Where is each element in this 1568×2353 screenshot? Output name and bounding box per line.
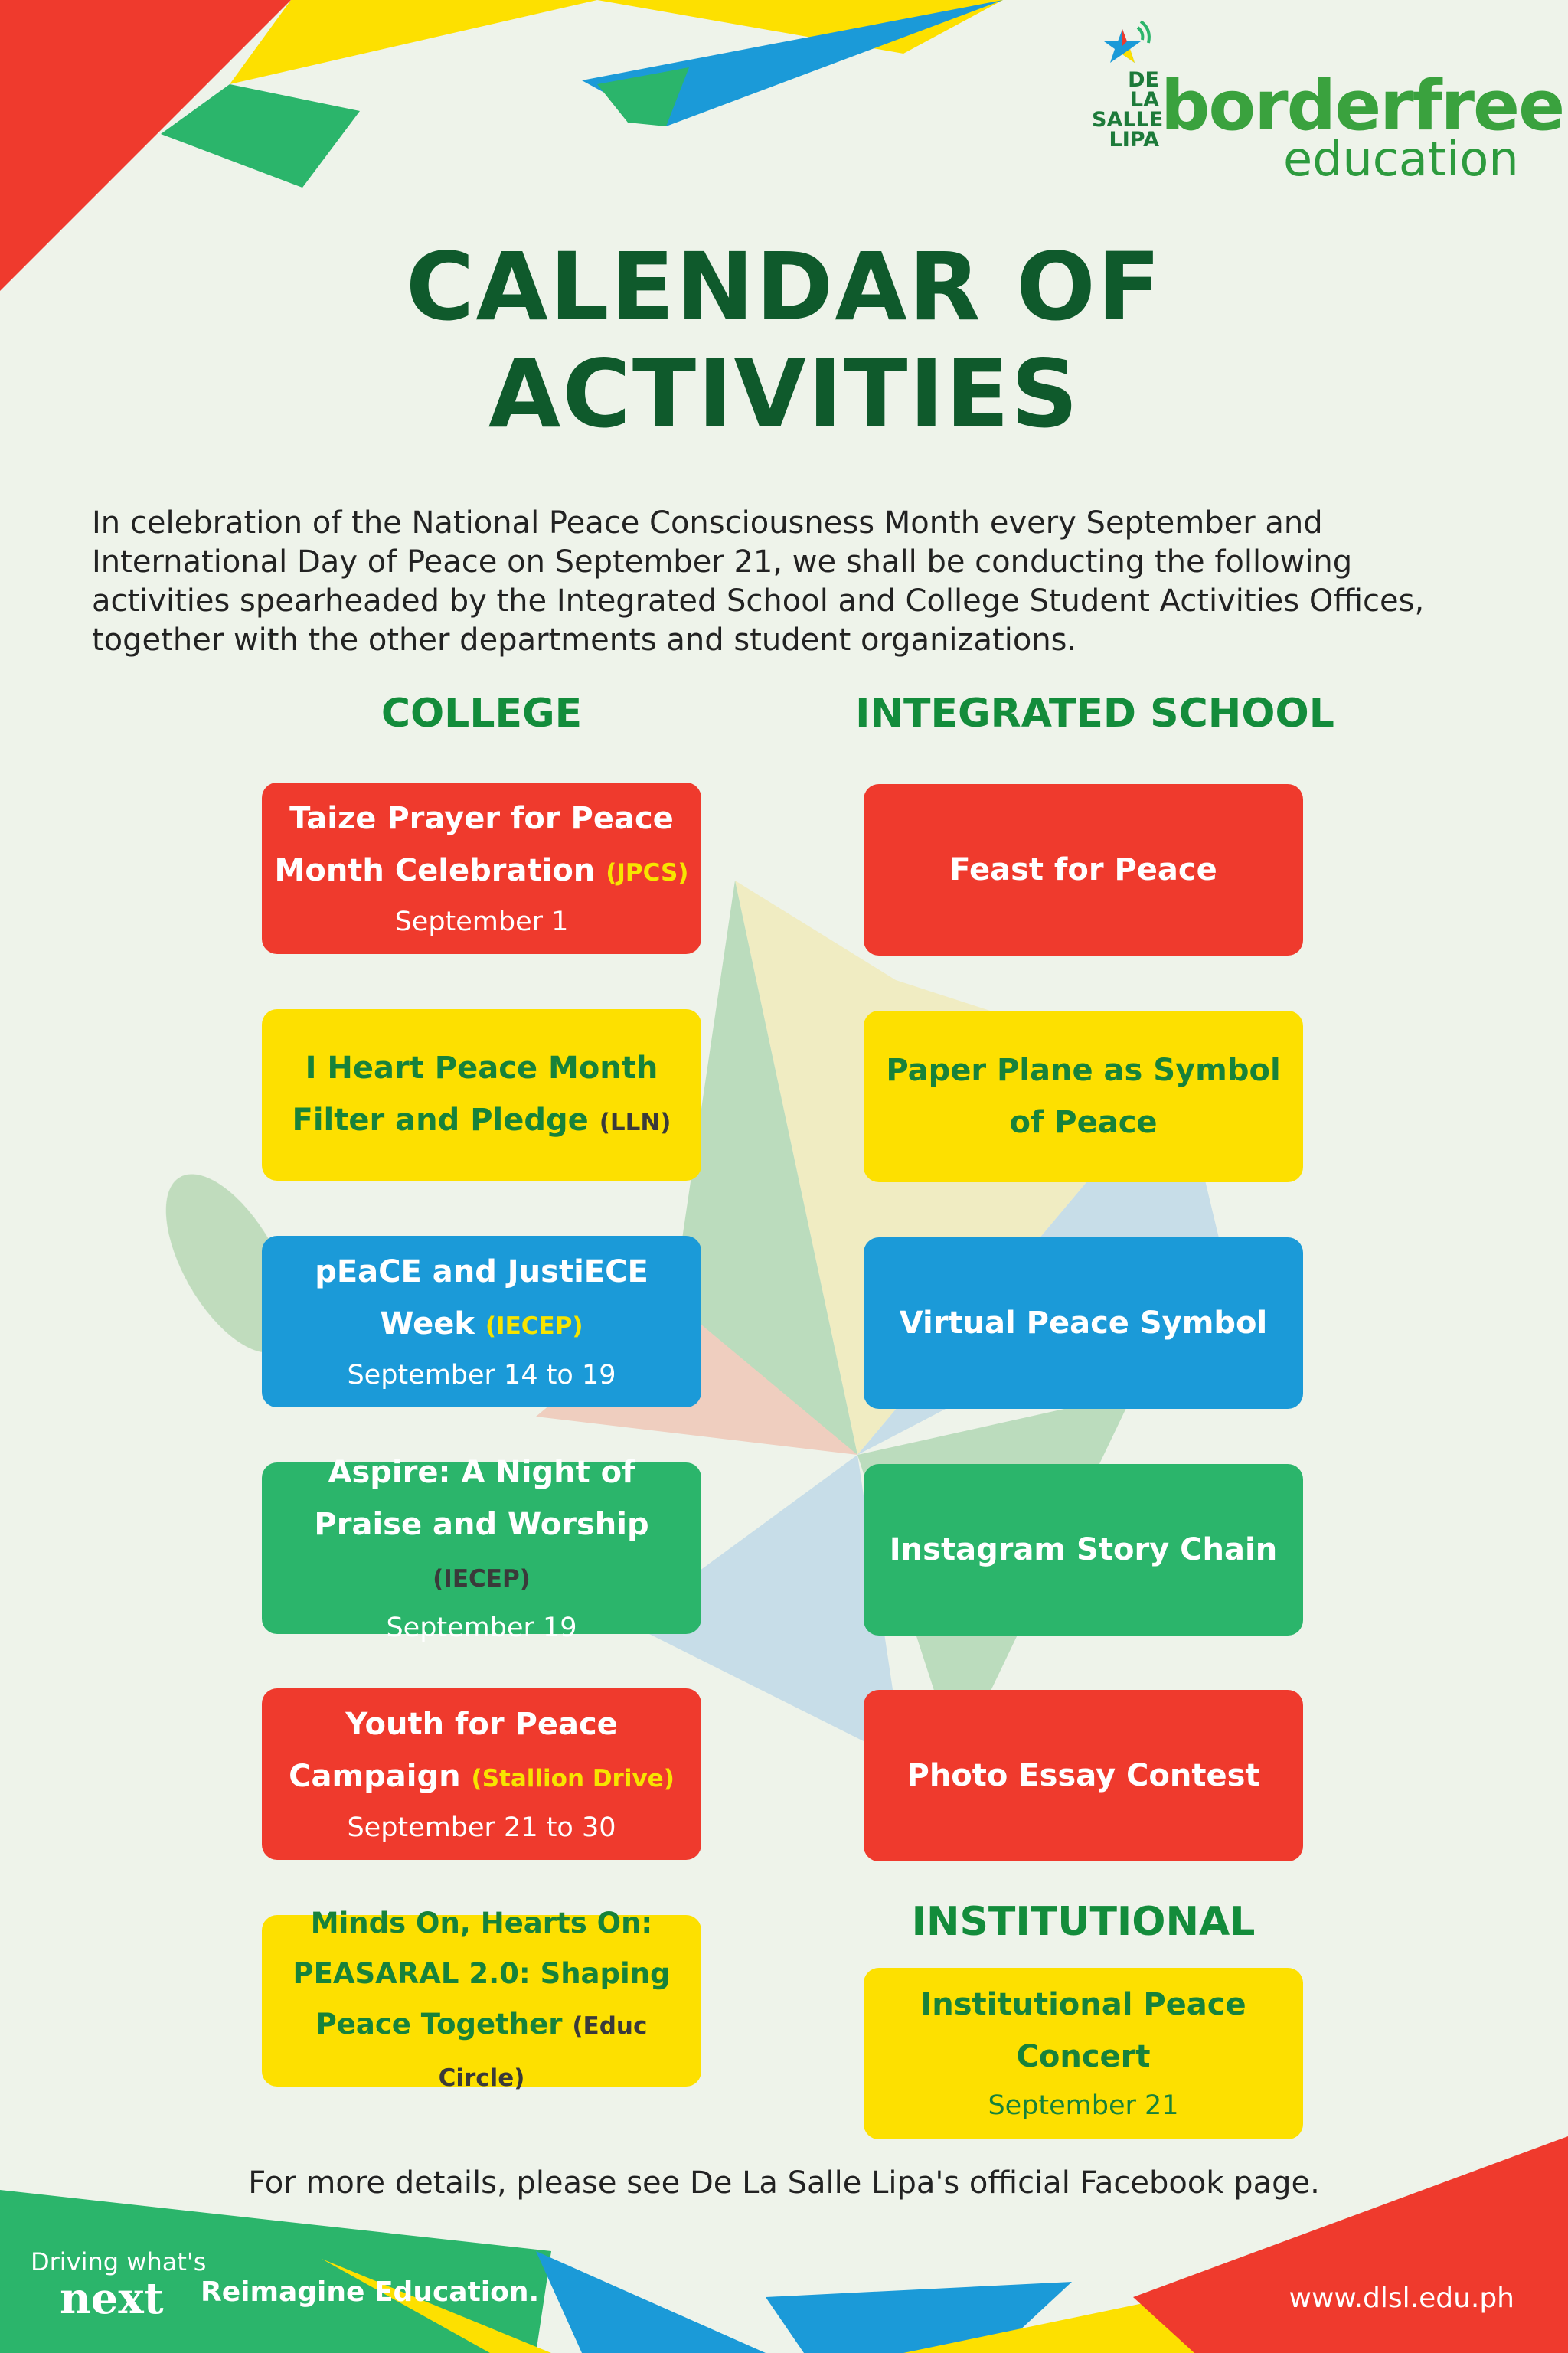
activity-title: Feast for Peace xyxy=(949,852,1217,887)
organizer-tag: (Stallion Drive) xyxy=(471,1764,675,1793)
activity-title: pEaCE and JustiECE Week (IECEP) xyxy=(315,1253,648,1342)
activity-title: Instagram Story Chain xyxy=(889,1532,1278,1567)
organizer-tag: (JPCS) xyxy=(606,858,689,887)
integrated-activity-card xyxy=(864,784,1303,956)
college-activity-card xyxy=(262,1236,701,1407)
title-line-2: ACTIVITIES xyxy=(488,340,1080,449)
website-link[interactable]: www.dlsl.edu.ph xyxy=(1289,2283,1514,2314)
institutional-activity-card xyxy=(864,1968,1303,2139)
college-activity-card xyxy=(262,1454,701,1643)
page-title xyxy=(0,234,1568,448)
slogan: Reimagine Education. xyxy=(201,2276,540,2308)
integrated-school-heading: INTEGRATED SCHOOL xyxy=(855,691,1334,737)
organizer-tag: (LLN) xyxy=(599,1108,671,1136)
college-activity-card xyxy=(262,1907,701,2092)
activity-title: I Heart Peace Month Filter and Pledge (LLN) xyxy=(292,1050,671,1138)
activity-title: Photo Essay Contest xyxy=(906,1758,1260,1793)
organizer-tag: (IECEP) xyxy=(485,1312,583,1340)
footer-note: For more details, please see De La Salle Lipa's official Facebook page. xyxy=(248,2165,1320,2201)
college-heading: COLLEGE xyxy=(381,691,583,737)
activity-date: September 21 xyxy=(988,2090,1179,2121)
activity-title: Youth for Peace Campaign (Stallion Drive) xyxy=(289,1706,675,1794)
activity-date: September 21 to 30 xyxy=(347,1812,616,1843)
activity-title: Minds On, Hearts On: PEASARAL 2.0: Shaping Peace Together (Educ Circle) xyxy=(292,1907,671,2092)
college-activity-card xyxy=(262,783,701,954)
activity-title: Paper Plane as Symbol of Peace xyxy=(886,1053,1281,1140)
school-name: DE LA SALLE LIPA xyxy=(1092,68,1164,152)
institutional-heading: INSTITUTIONAL xyxy=(911,1899,1256,1945)
intro-line: International Day of Peace on September 21, we shall be conducting the following xyxy=(92,544,1353,580)
driving-whats-text: Driving what's xyxy=(31,2247,207,2276)
borderfree-education-logo xyxy=(1078,15,1564,191)
activity-title: Virtual Peace Symbol xyxy=(899,1306,1268,1341)
next-logo: next xyxy=(60,2273,164,2324)
title-line-1: CALENDAR OF xyxy=(405,233,1163,342)
integrated-activity-card xyxy=(864,1237,1303,1409)
intro-line: In celebration of the National Peace Consciousness Month every September and xyxy=(92,505,1323,541)
activity-date: September 19 xyxy=(386,1612,577,1643)
integrated-activity-card xyxy=(864,1011,1303,1182)
activity-title: Institutional Peace Concert xyxy=(920,1987,1246,2074)
organizer-tag: (IECEP) xyxy=(433,1564,531,1593)
integrated-activity-card xyxy=(864,1690,1303,1861)
integrated-activity-card xyxy=(864,1464,1303,1636)
intro-paragraph xyxy=(92,504,1493,660)
activity-date: September 1 xyxy=(394,906,569,937)
intro-line: together with the other departments and student organizations. xyxy=(92,623,1077,658)
activity-title: Taize Prayer for Peace Month Celebration (JPCS) xyxy=(274,800,689,888)
college-activity-card xyxy=(262,1688,701,1860)
brand-subtitle: education xyxy=(1283,131,1519,187)
activity-date: September 14 to 19 xyxy=(347,1359,616,1391)
activity-title: Aspire: A Night of Praise and Worship (IECEP) xyxy=(314,1454,649,1593)
brand-name: borderfree xyxy=(1161,66,1564,146)
intro-line: activities spearheaded by the Integrated School and College Student Activities Offices, xyxy=(92,583,1425,619)
star-wifi-icon xyxy=(1093,15,1162,77)
organizer-tag: (Educ Circle) xyxy=(438,2012,648,2092)
college-activity-card xyxy=(262,1009,701,1181)
